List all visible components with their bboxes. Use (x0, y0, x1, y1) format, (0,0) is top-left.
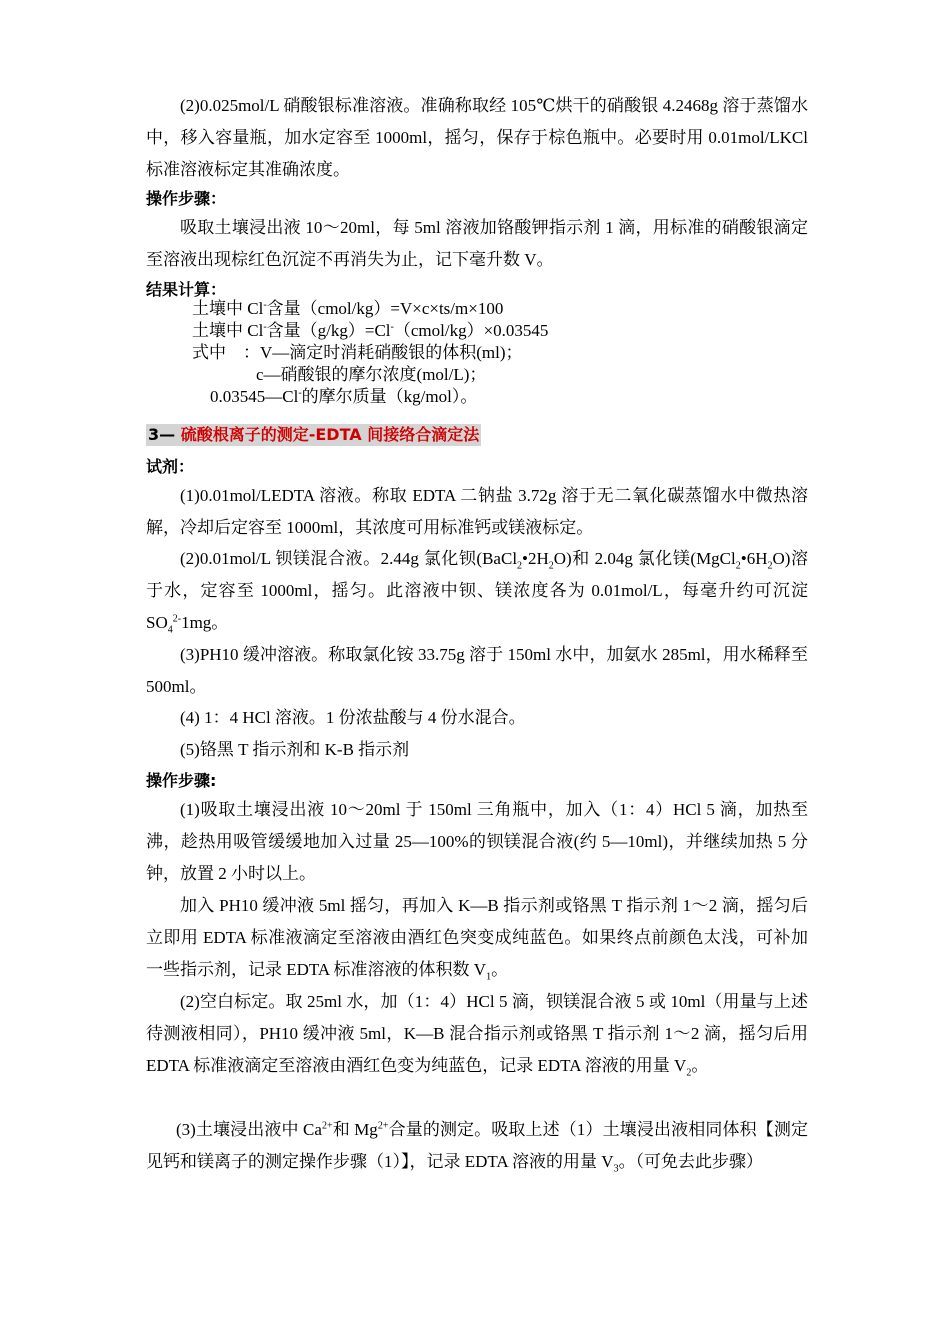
reagent-barium-magnesium: (2)0.01mol/L 钡镁混合液。2.44g 氯化钡$(BaCl_2•2H_2O)$和 2.04g 氯化镁$(MgCl_2•6H_2O)$溶于水，定容至 1000ml，摇匀。此溶液中钡、镁浓度各为 0.01mol/L，每毫升约可沉淀 $SO_4^{2-}1mg$。 (146, 549, 808, 636)
procedure-step-1-titration: 加入 PH10 缓冲液 5ml 摇匀，再加入 K—B 指示剂或铬黑 T 指示剂 1～2 滴，摇匀后立即用 EDTA 标准液滴定至溶液由酒红色突变成纯蓝色。如果终点前颜色太浅，可补加一些指示剂，记录 EDTA 标准溶液的体积数 $V_1$。 (146, 896, 808, 983)
paragraph-silver-nitrate: (2)0.025mol/L 硝酸银标准溶液。准确称取经 105℃烘干的硝酸银 4.2468g 溶于蒸馏水中，移入容量瓶，加水定容至 1000ml，摇匀，保存于棕色瓶中。必要时用 0.01mol/LKCl 标准溶液标定其准确浓度。 (146, 96, 808, 179)
reagent-indicator: (5)铬黑 T 指示剂和 K-B 指示剂 (180, 740, 410, 759)
reagent-edta: (1)0.01mol/LEDTA 溶液。称取 EDTA 二钠盐 3.72g 溶于无二氧化碳蒸馏水中微热溶解，冷却后定容至 1000ml，其浓度可用标准钙或镁液标定。 (146, 486, 808, 537)
heading-result-calculation: 结果计算： (146, 280, 227, 299)
procedure-step-3-ca-mg: (3)土壤浸出液中 $Ca^{2+}$和 $Mg^{2+}$合量的测定。吸取上述（1）土壤浸出液相同体积【测定见钙和镁离子的测定操作步骤（1）】，记录 EDTA 溶液的用量 $V_3$。（可免去此步骤） (146, 1120, 808, 1175)
formula-legend-v: 式中 ：V—滴定时消耗硝酸银的体积(ml)； (192, 343, 523, 362)
reagent-hcl: (4) 1：4 HCl 溶液。1 份浓盐酸与 4 份水混合。 (180, 708, 526, 727)
paragraph-procedure: 吸取土壤浸出液 10～20ml，每 5ml 溶液加铬酸钾指示剂 1 滴，用标准的硝酸银滴定至溶液出现棕红色沉淀不再消失为止，记下毫升数 V。 (146, 218, 808, 269)
formula-legend-c: c—硝酸银的摩尔浓度(mol/L)； (256, 365, 487, 384)
formula-cmol: 土壤中 Cl-含量（cmol/kg）=V×c×ts/m×100 (192, 299, 504, 318)
heading-procedure: 操作步骤： (146, 189, 227, 208)
heading-procedure-2: 操作步骤: (146, 771, 217, 790)
procedure-step-2-blank: (2)空白标定。取 25ml 水，加（1：4）HCl 5 滴，钡镁混合液 5 或 10ml（用量与上述待测液相同），PH10 缓冲液 5ml，K—B 混合指示剂或铬黑 T 指示剂 1～2 滴，摇匀后用 EDTA 标准液滴定至溶液由酒红色变为纯蓝色，记录 EDTA 溶液的用量 $V_2$。 (146, 992, 808, 1079)
formula-legend-molar-mass: 0.03545—Cl-的摩尔质量（kg/mol）。 (210, 387, 478, 406)
calculation-block (146, 298, 808, 408)
section-3-title: 3— 硫酸根离子的测定-EDTA 间接络合滴定法 (148, 425, 480, 444)
section-3-heading (146, 424, 808, 446)
formula-gkg: 土壤中 Cl-含量（g/kg）=Cl-（cmol/kg）×0.03545 (192, 321, 549, 340)
heading-reagents: 试剂： (146, 457, 195, 476)
procedure-step-1: (1)吸取土壤浸出液 10～20ml 于 150ml 三角瓶中，加入（1：4）HCl 5 滴，加热至沸，趁热用吸管缓缓地加入过量 25—100%的钡镁混合液(约 5—10ml)，并继续加热 5 分钟，放置 2 小时以上。 (146, 800, 808, 883)
reagent-buffer: (3)PH10 缓冲溶液。称取氯化铵 33.75g 溶于 150ml 水中，加氨水 285ml，用水稀释至 500ml。 (146, 645, 808, 696)
